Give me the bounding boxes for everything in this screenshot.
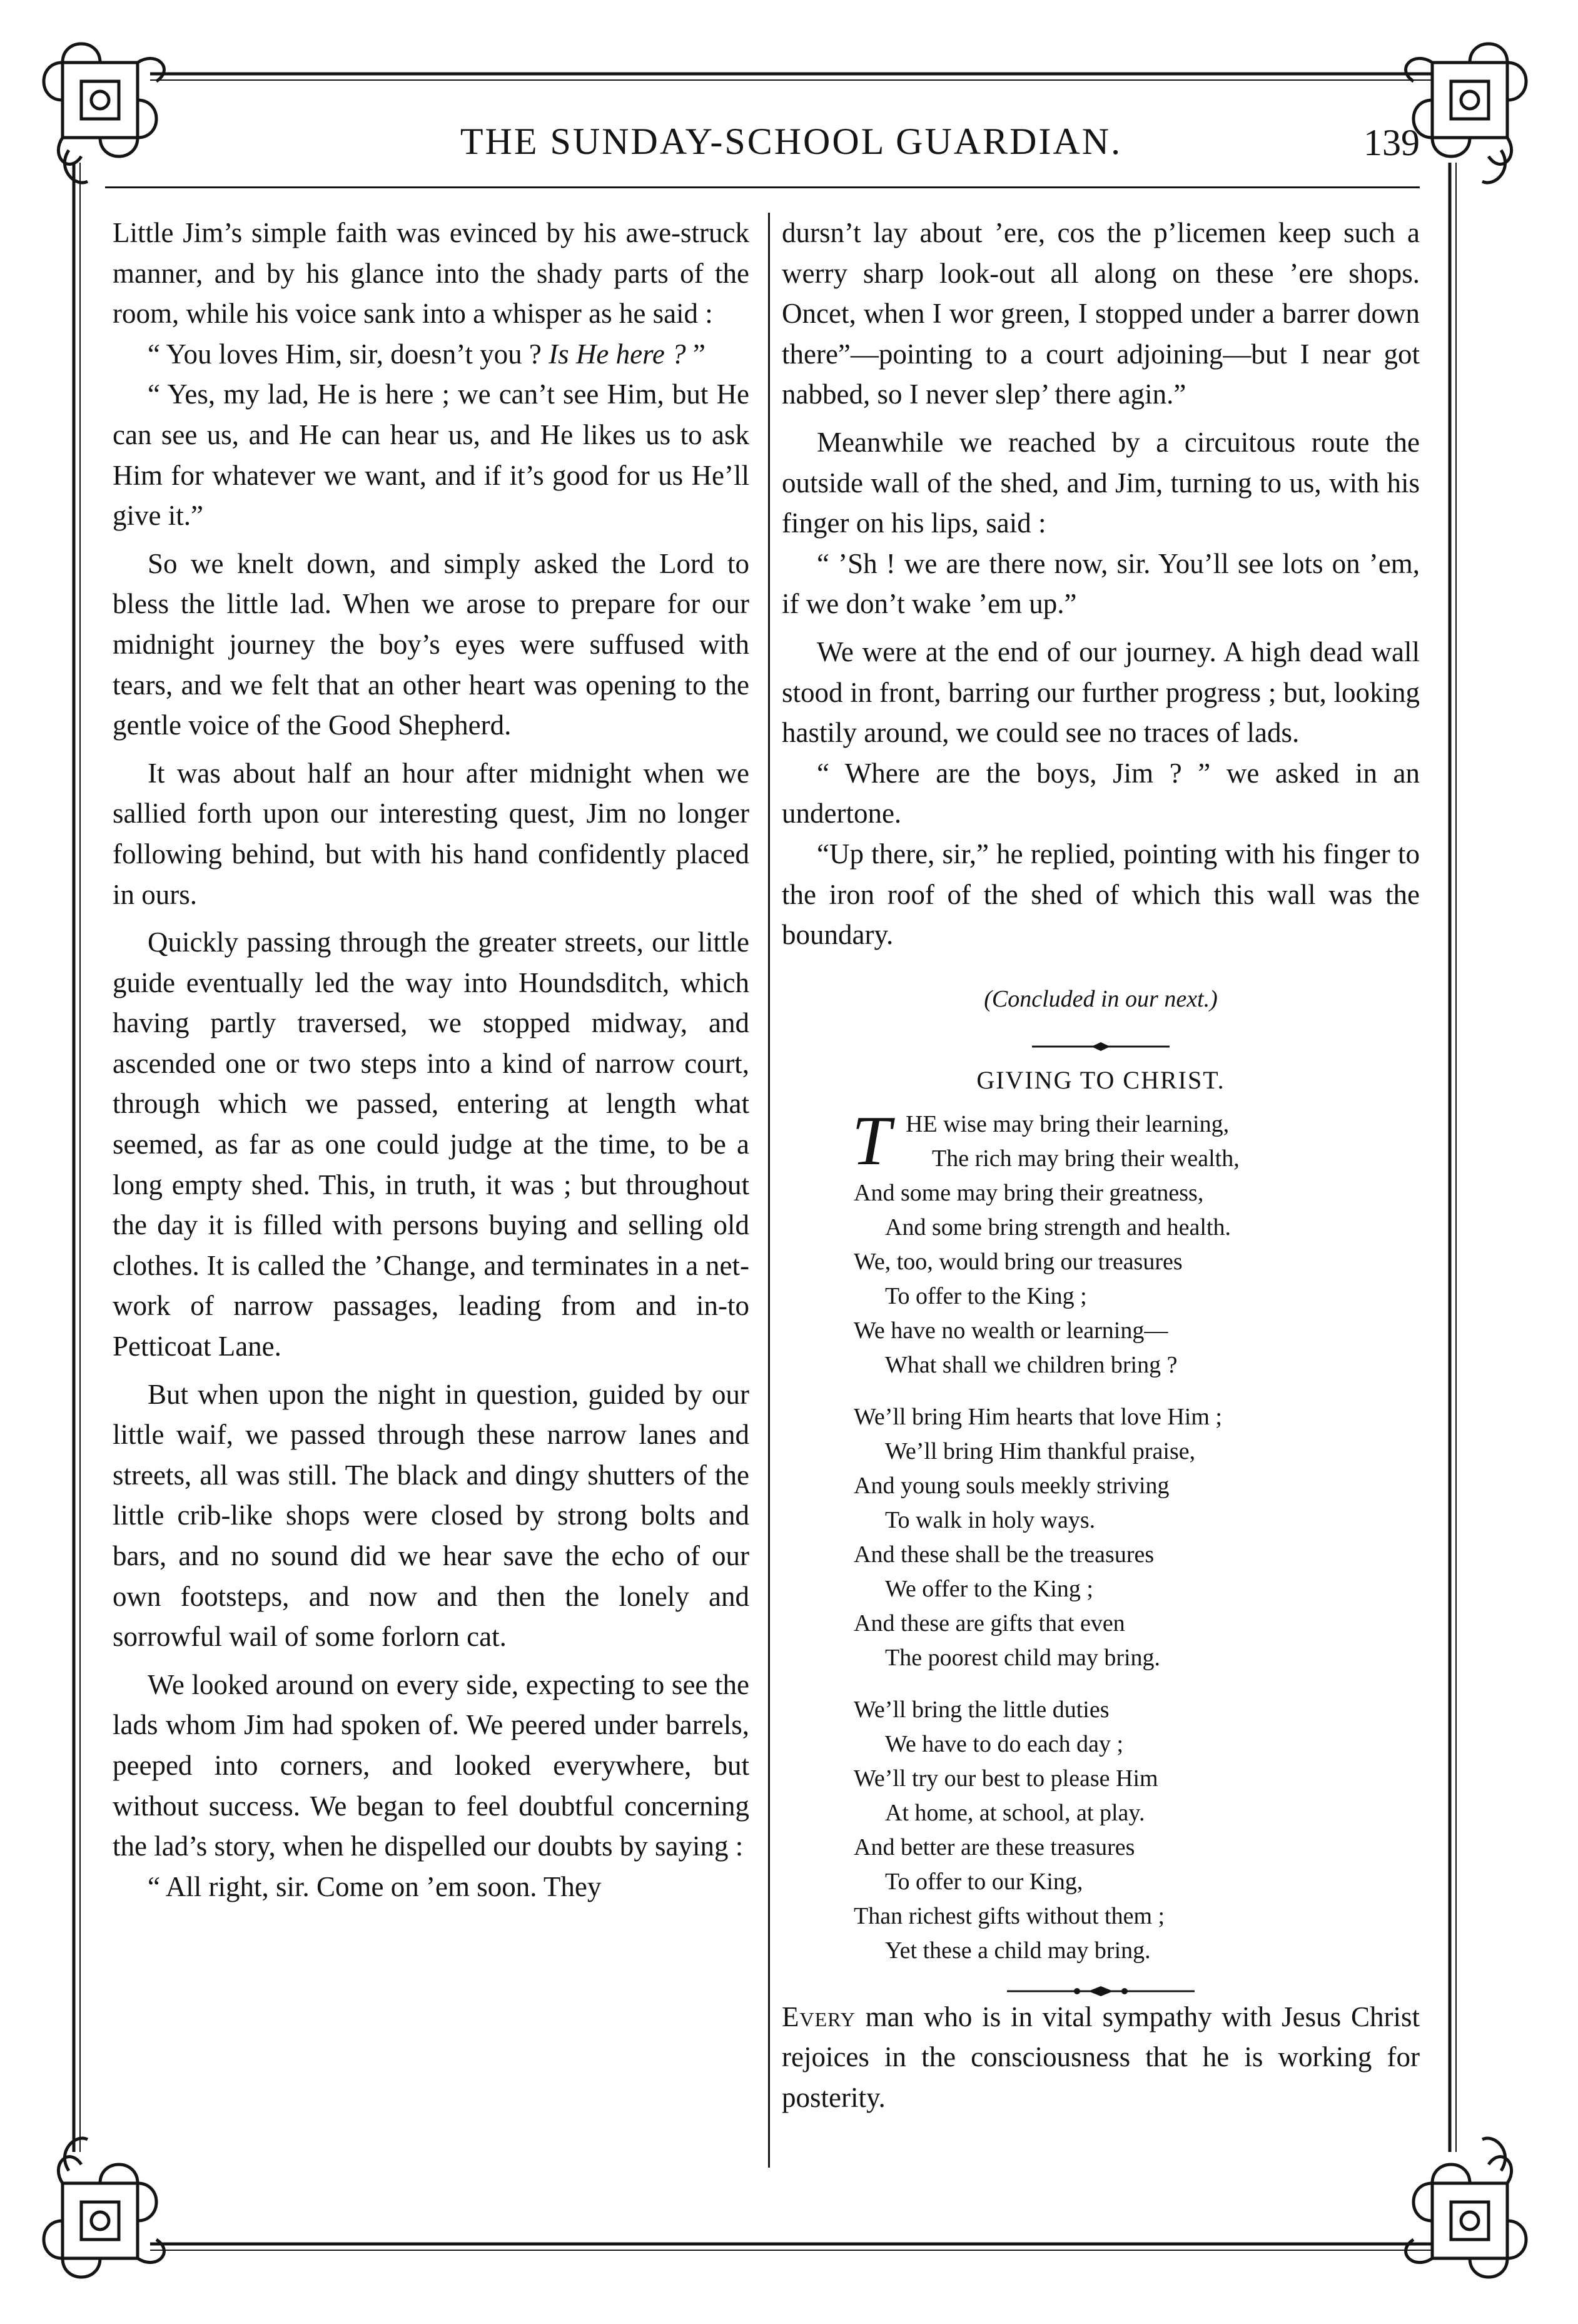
poem-line: The poorest child may bring. <box>885 1644 1161 1671</box>
closing-text: man who is in vital sympathy with Jesus Christ rejoices in the consciousness that he is working for posterity. <box>782 2001 1420 2114</box>
corner-ornament-bottom-left <box>44 2138 164 2277</box>
poem-line: And these shall be the treasures <box>854 1541 1155 1568</box>
question-text: “ You loves Him, sir, doesn’t you ? <box>148 338 542 370</box>
poem-line: At home, at school, at play. <box>885 1799 1145 1826</box>
poem-line: Than richest gifts without them ; <box>854 1902 1165 1929</box>
poem-line: We, too, would bring our treasures <box>854 1248 1183 1275</box>
poem-line: We’ll bring Him thankful praise, <box>885 1438 1196 1464</box>
running-head: THE SUNDAY-SCHOOL GUARDIAN. <box>460 121 1123 162</box>
poem-line: HE wise may bring their learning, <box>906 1110 1230 1137</box>
paragraph: Little Jim’s simple faith was evinced by his awe-struck manner, and by his glance into the shady parts of the room, while his voice sank into a whisper as he said : <box>113 217 749 330</box>
poem-line: We’ll bring the little duties <box>854 1696 1110 1723</box>
paragraph: We looked around on every side, expecting to see the lads whom Jim had spoken of. We peered under barrels, peeped into corners, and looked everywhere, but without success. We began to feel doubtful concerning the lad’s story, when he dispelled our doubts by saying : <box>113 1668 749 1862</box>
paragraph: “ Where are the boys, Jim ? ” we asked in an undertone. <box>782 757 1420 830</box>
poem-line: And some bring strength and health. <box>885 1214 1232 1241</box>
paragraph: “Up there, sir,” he replied, pointing with his finger to the iron roof of the shed of which this wall was the boundary. <box>782 838 1420 951</box>
right-column <box>782 213 1420 2118</box>
poem-line: And these are gifts that even <box>854 1610 1125 1636</box>
question-italic: Is He here ? <box>549 338 686 370</box>
poem-line: To offer to our King, <box>885 1868 1083 1895</box>
concluded-note: (Concluded in our next.) <box>984 985 1218 1012</box>
poem-stanza <box>782 1693 1420 1968</box>
poem-line: The rich may bring their wealth, <box>932 1145 1240 1172</box>
paragraph: Meanwhile we reached by a circuitous route the outside wall of the shed, and Jim, turning to us, with his finger on his lips, said : <box>782 426 1420 539</box>
poem-line: And better are these treasures <box>854 1834 1135 1860</box>
column-rule <box>768 213 770 2168</box>
paragraph: So we knelt down, and simply asked the Lord to bless the little lad. When we arose to prepare for our midnight journey the boy’s eyes were suffused with tears, and we felt that an other heart was opening to the gentle voice of the Good Shepherd. <box>113 547 749 741</box>
page-number: 139 <box>1363 122 1420 163</box>
poem-line: To offer to the King ; <box>885 1282 1087 1309</box>
poem-line: We offer to the King ; <box>885 1575 1093 1602</box>
divider-ornament <box>1032 1042 1170 1052</box>
poem-line: We’ll bring Him hearts that love Him ; <box>854 1403 1222 1430</box>
paragraph: We were at the end of our journey. A high dead wall stood in front, barring our further progress ; but, looking hastily around, we could see no traces of lads. <box>782 636 1420 749</box>
poem-line: To walk in holy ways. <box>885 1506 1096 1533</box>
poem-stanza <box>782 1400 1420 1675</box>
poem <box>782 1102 1420 1968</box>
corner-ornament-top-right <box>1406 44 1526 183</box>
closing-quote: ” <box>685 338 706 370</box>
poem-line: Yet these a child may bring. <box>885 1937 1151 1964</box>
paragraph-question <box>113 334 749 375</box>
drop-cap: T <box>852 1102 891 1180</box>
divider-ornament <box>1007 1986 1195 1997</box>
closing-lead: Every <box>782 2001 856 2032</box>
paragraph: “ All right, sir. Come on ’em soon. They <box>148 1870 602 1902</box>
corner-ornament-top-left <box>44 44 164 183</box>
poem-title: GIVING TO CHRIST. <box>976 1066 1225 1095</box>
corner-ornament-bottom-right <box>1406 2138 1526 2277</box>
paragraph: “ ’Sh ! we are there now, sir. You’ll see lots on ’em, if we don’t wake ’em up.” <box>782 547 1420 620</box>
header-rule <box>105 186 1420 188</box>
poem-line: We have to do each day ; <box>885 1730 1124 1757</box>
paragraph: “ Yes, my lad, He is here ; we can’t see Him, but He can see us, and He can hear us, and He likes us to ask Him for whatever we want, and if it’s good for us He’ll give it.” <box>113 378 749 532</box>
paragraph: It was about half an hour after midnight when we sallied forth upon our interesting quest, Jim no longer following behind, but with his hand confidently placed in ours. <box>113 757 749 910</box>
paragraph: But when upon the night in question, guided by our little waif, we passed through these narrow lanes and streets, all was still. The black and dingy shutters of the little crib-like shops were closed by strong bolts and bars, and no sound did we hear save the echo of our own footsteps, and now and then the lonely and sorrowful wail of some forlorn cat. <box>113 1378 749 1653</box>
poem-line: And young souls meekly striving <box>854 1472 1170 1499</box>
poem-line: We’ll try our best to please Him <box>854 1765 1158 1792</box>
paragraph-continued: dursn’t lay about ’ere, cos the p’licemen keep such a werry sharp look-out all along on these ’ere shops. Oncet, when I wor green, I stopped under a barrer down there”—pointing to a court adjoining—but I near got nabbed, so I never slep’ there agin.” <box>782 217 1420 410</box>
poem-line: What shall we children bring ? <box>885 1351 1178 1378</box>
closing-paragraph <box>782 1997 1420 2118</box>
paragraph: Quickly passing through the greater streets, our little guide eventually led the way into Houndsditch, which having partly traversed, we stopped midway, and ascended one or two steps into a kind of narrow court, through which we passed, entering at length what seemed, as far as one could judge at the time, to be a long empty shed. This, in truth, it was ; but throughout the day it is filled with persons buying and selling old clothes. It is called the ’Change, and terminates in a net-work of narrow passages, leading from and in-to Petticoat Lane. <box>113 926 749 1362</box>
left-column <box>113 213 749 1907</box>
poem-line: We have no wealth or learning— <box>854 1317 1168 1344</box>
poem-line: And some may bring their greatness, <box>854 1179 1204 1206</box>
